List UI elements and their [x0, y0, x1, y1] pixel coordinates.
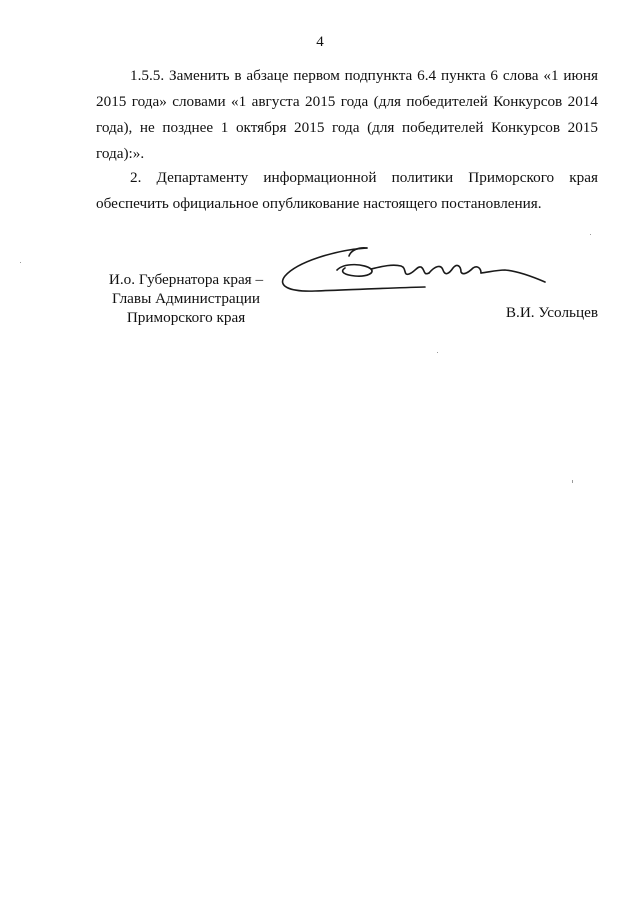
scan-speck	[572, 480, 573, 483]
scan-speck	[590, 234, 591, 235]
paragraph-2-block	[96, 165, 598, 217]
paragraph-1-block	[96, 63, 598, 167]
page-number: 4	[316, 34, 324, 50]
paragraph-1: 1.5.5. Заменить в абзаце первом подпункта 6.4 пункта 6 слова «1 июня 2015 года» словами «1 августа 2015 года (для победителей Конкурсов 2014 года), не позднее 1 октября 2015 года (для победителей Конкурсов 2015 года):».	[96, 67, 598, 162]
signatory-position	[86, 270, 286, 327]
position-line-2: Главы Администрации	[111, 290, 261, 307]
handwritten-signature	[275, 236, 565, 306]
position-line-1: И.о. Губернатора края –	[108, 271, 264, 288]
scan-speck	[437, 352, 438, 353]
scan-speck	[20, 262, 21, 263]
signatory-name: В.И. Усольцев	[505, 304, 598, 321]
paragraph-2: 2. Департаменту информационной политики Приморского края обеспечить официальное опубликование настоящего постановления.	[96, 169, 598, 212]
position-line-3: Приморского края	[126, 309, 246, 326]
